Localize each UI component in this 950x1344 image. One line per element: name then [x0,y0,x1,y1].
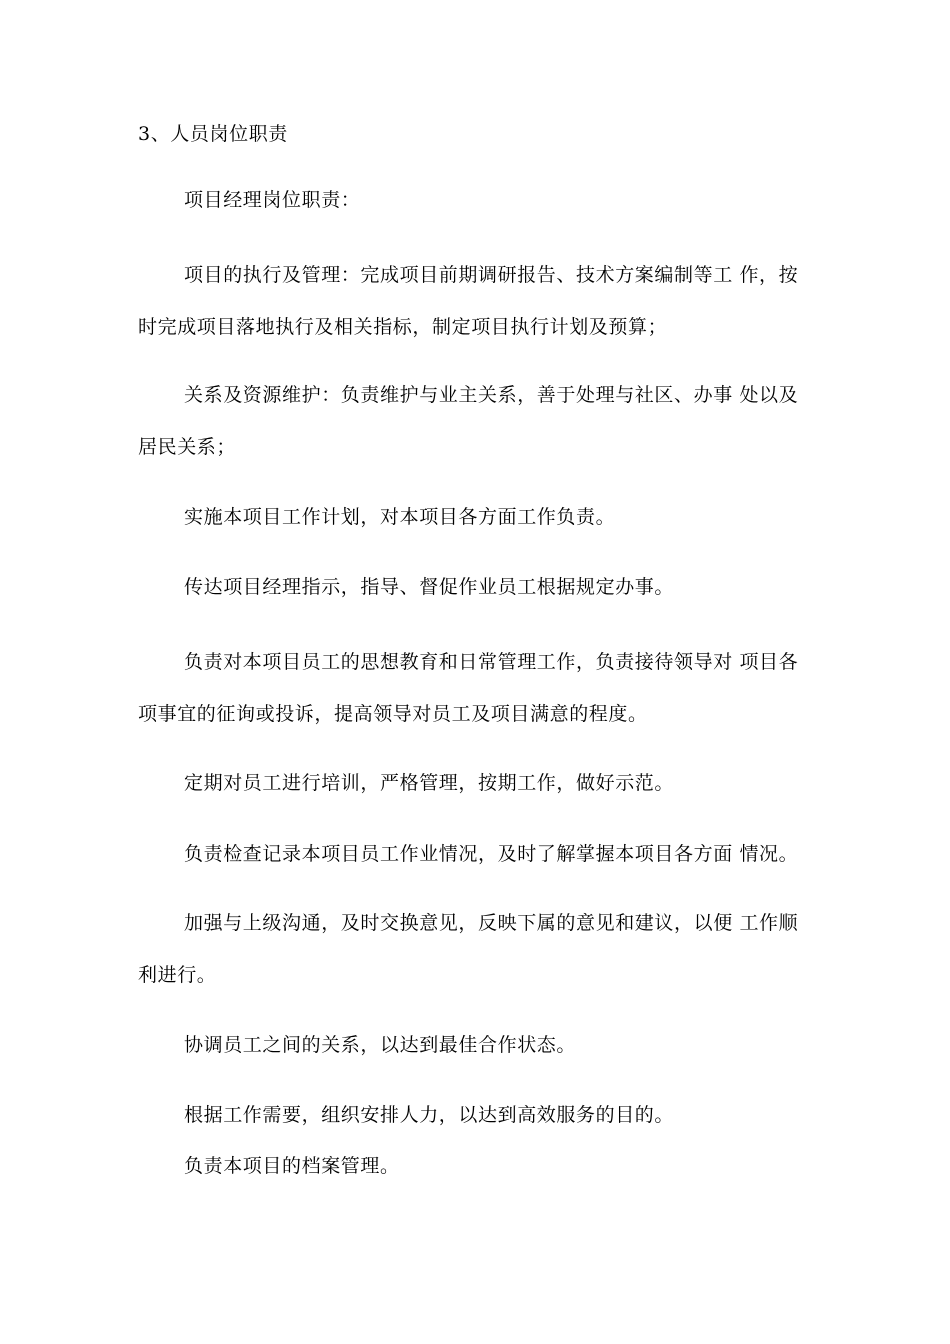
paragraph-line: 传达项目经理指示，指导、督促作业员工根据规定办事。 [184,576,675,598]
paragraph-line: 负责本项目的档案管理。 [184,1155,400,1177]
paragraph-line: 关系及资源维护：负责维护与业主关系，善于处理与社区、办事 处以及 [184,384,799,406]
paragraph-line: 加强与上级沟通，及时交换意见，反映下属的意见和建议，以便 工作顺 [184,912,799,934]
paragraph-line: 负责检查记录本项目员工作业情况，及时了解掌握本项目各方面 情况。 [184,843,799,865]
paragraph-line: 利进行。 [138,964,217,986]
paragraph-line: 居民关系； [138,436,237,458]
paragraph-line: 定期对员工进行培训，严格管理，按期工作，做好示范。 [184,772,675,794]
paragraph-line: 项事宜的征询或投诉，提高领导对员工及项目满意的程度。 [138,703,648,725]
paragraph-line: 根据工作需要，组织安排人力，以达到高效服务的目的。 [184,1104,675,1126]
section-heading: 3、人员岗位职责 [138,123,288,145]
paragraph-line: 项目的执行及管理：完成项目前期调研报告、技术方案编制等工 作，按 [184,264,799,286]
paragraph-line: 时完成项目落地执行及相关指标，制定项目执行计划及预算； [138,316,668,338]
role-title: 项目经理岗位职责： [184,189,361,211]
paragraph-line: 实施本项目工作计划，对本项目各方面工作负责。 [184,506,616,528]
paragraph-line: 协调员工之间的关系，以达到最佳合作状态。 [184,1034,577,1056]
paragraph-line: 负责对本项目员工的思想教育和日常管理工作，负责接待领导对 项目各 [184,651,799,673]
